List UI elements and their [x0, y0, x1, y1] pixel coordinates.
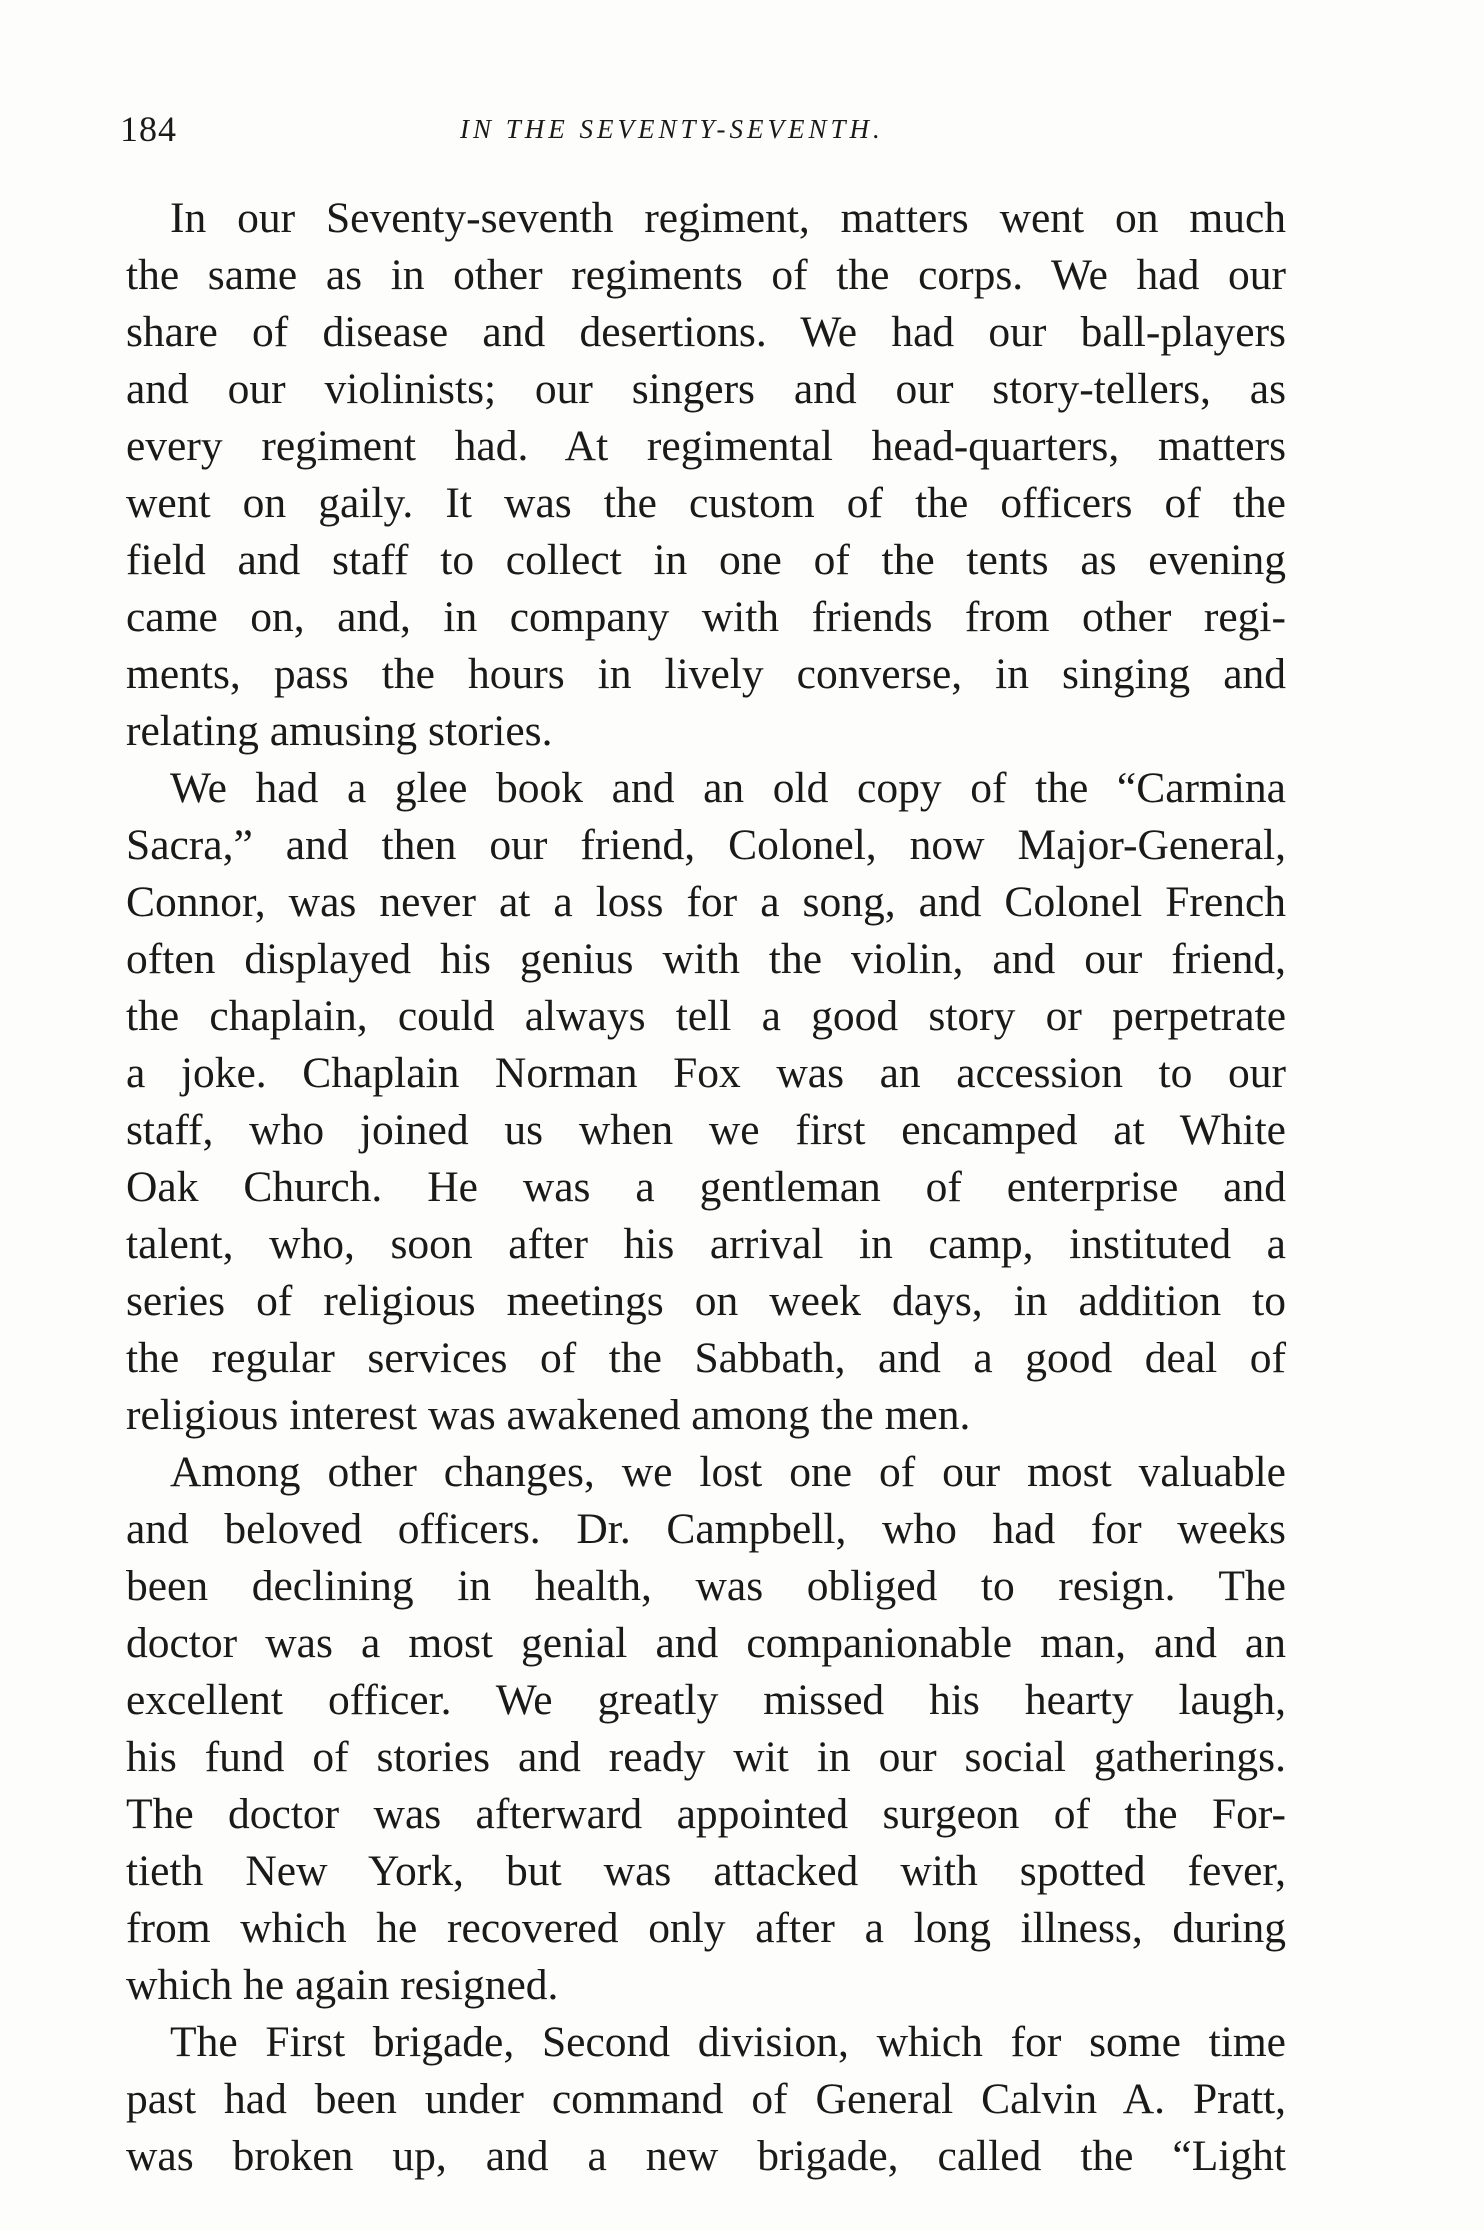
text-line: talent, who, soon after his arrival in camp, instituted a — [126, 1220, 1286, 1268]
text-line: a joke. Chaplain Norman Fox was an accession to our — [126, 1049, 1286, 1097]
text-line: the same as in other regiments of the corps. We had our — [126, 251, 1286, 299]
text-line: which he again resigned. — [126, 1961, 559, 2009]
text-line: series of religious meetings on week days, in addition to — [126, 1277, 1286, 1325]
text-line: Connor, was never at a loss for a song, and Colonel French — [126, 878, 1286, 926]
body-text — [126, 190, 1286, 2185]
text-line: The doctor was afterward appointed surgeon of the For- — [126, 1790, 1286, 1838]
text-line: every regiment had. At regimental head-quarters, matters — [126, 422, 1286, 470]
text-line: went on gaily. It was the custom of the officers of the — [126, 479, 1286, 527]
text-line: field and staff to collect in one of the tents as evening — [126, 536, 1286, 584]
paragraph — [126, 760, 1286, 1444]
paragraph — [126, 190, 1286, 760]
text-line: Among other changes, we lost one of our most valuable — [170, 1448, 1286, 1496]
text-line: the regular services of the Sabbath, and a good deal of — [126, 1334, 1286, 1382]
running-title: IN THE SEVENTY-SEVENTH. — [460, 114, 884, 144]
text-line: The First brigade, Second division, which for some time — [170, 2018, 1286, 2066]
text-line: and beloved officers. Dr. Campbell, who had for weeks — [126, 1505, 1286, 1553]
text-line: often displayed his genius with the violin, and our friend, — [126, 935, 1286, 983]
text-line: relating amusing stories. — [126, 707, 553, 755]
running-head — [120, 108, 1310, 158]
text-line: Oak Church. He was a gentleman of enterprise and — [126, 1163, 1286, 1211]
text-line: his fund of stories and ready wit in our social gatherings. — [126, 1733, 1286, 1781]
text-line: staff, who joined us when we first encamped at White — [126, 1106, 1286, 1154]
text-line: Sacra,” and then our friend, Colonel, now Major-General, — [126, 821, 1286, 869]
paragraph — [126, 2014, 1286, 2185]
page-number: 184 — [120, 109, 177, 149]
paragraph — [126, 1444, 1286, 2014]
text-line: religious interest was awakened among the men. — [126, 1391, 971, 1439]
text-line: from which he recovered only after a long illness, during — [126, 1904, 1286, 1952]
text-line: excellent officer. We greatly missed his hearty laugh, — [126, 1676, 1286, 1724]
text-line: the chaplain, could always tell a good story or perpetrate — [126, 992, 1286, 1040]
text-line: share of disease and desertions. We had our ball-players — [126, 308, 1286, 356]
text-line: past had been under command of General Calvin A. Pratt, — [126, 2075, 1286, 2123]
text-line: been declining in health, was obliged to resign. The — [126, 1562, 1286, 1610]
text-line: ments, pass the hours in lively converse, in singing and — [126, 650, 1286, 698]
text-line: came on, and, in company with friends from other regi- — [126, 593, 1286, 641]
text-line: We had a glee book and an old copy of the “Carmina — [170, 764, 1286, 812]
text-line: doctor was a most genial and companionable man, and an — [126, 1619, 1286, 1667]
text-line: tieth New York, but was attacked with spotted fever, — [126, 1847, 1286, 1895]
text-line: In our Seventy-seventh regiment, matters went on much — [170, 194, 1286, 242]
text-line: was broken up, and a new brigade, called the “Light — [126, 2132, 1286, 2180]
text-line: and our violinists; our singers and our story-tellers, as — [126, 365, 1286, 413]
